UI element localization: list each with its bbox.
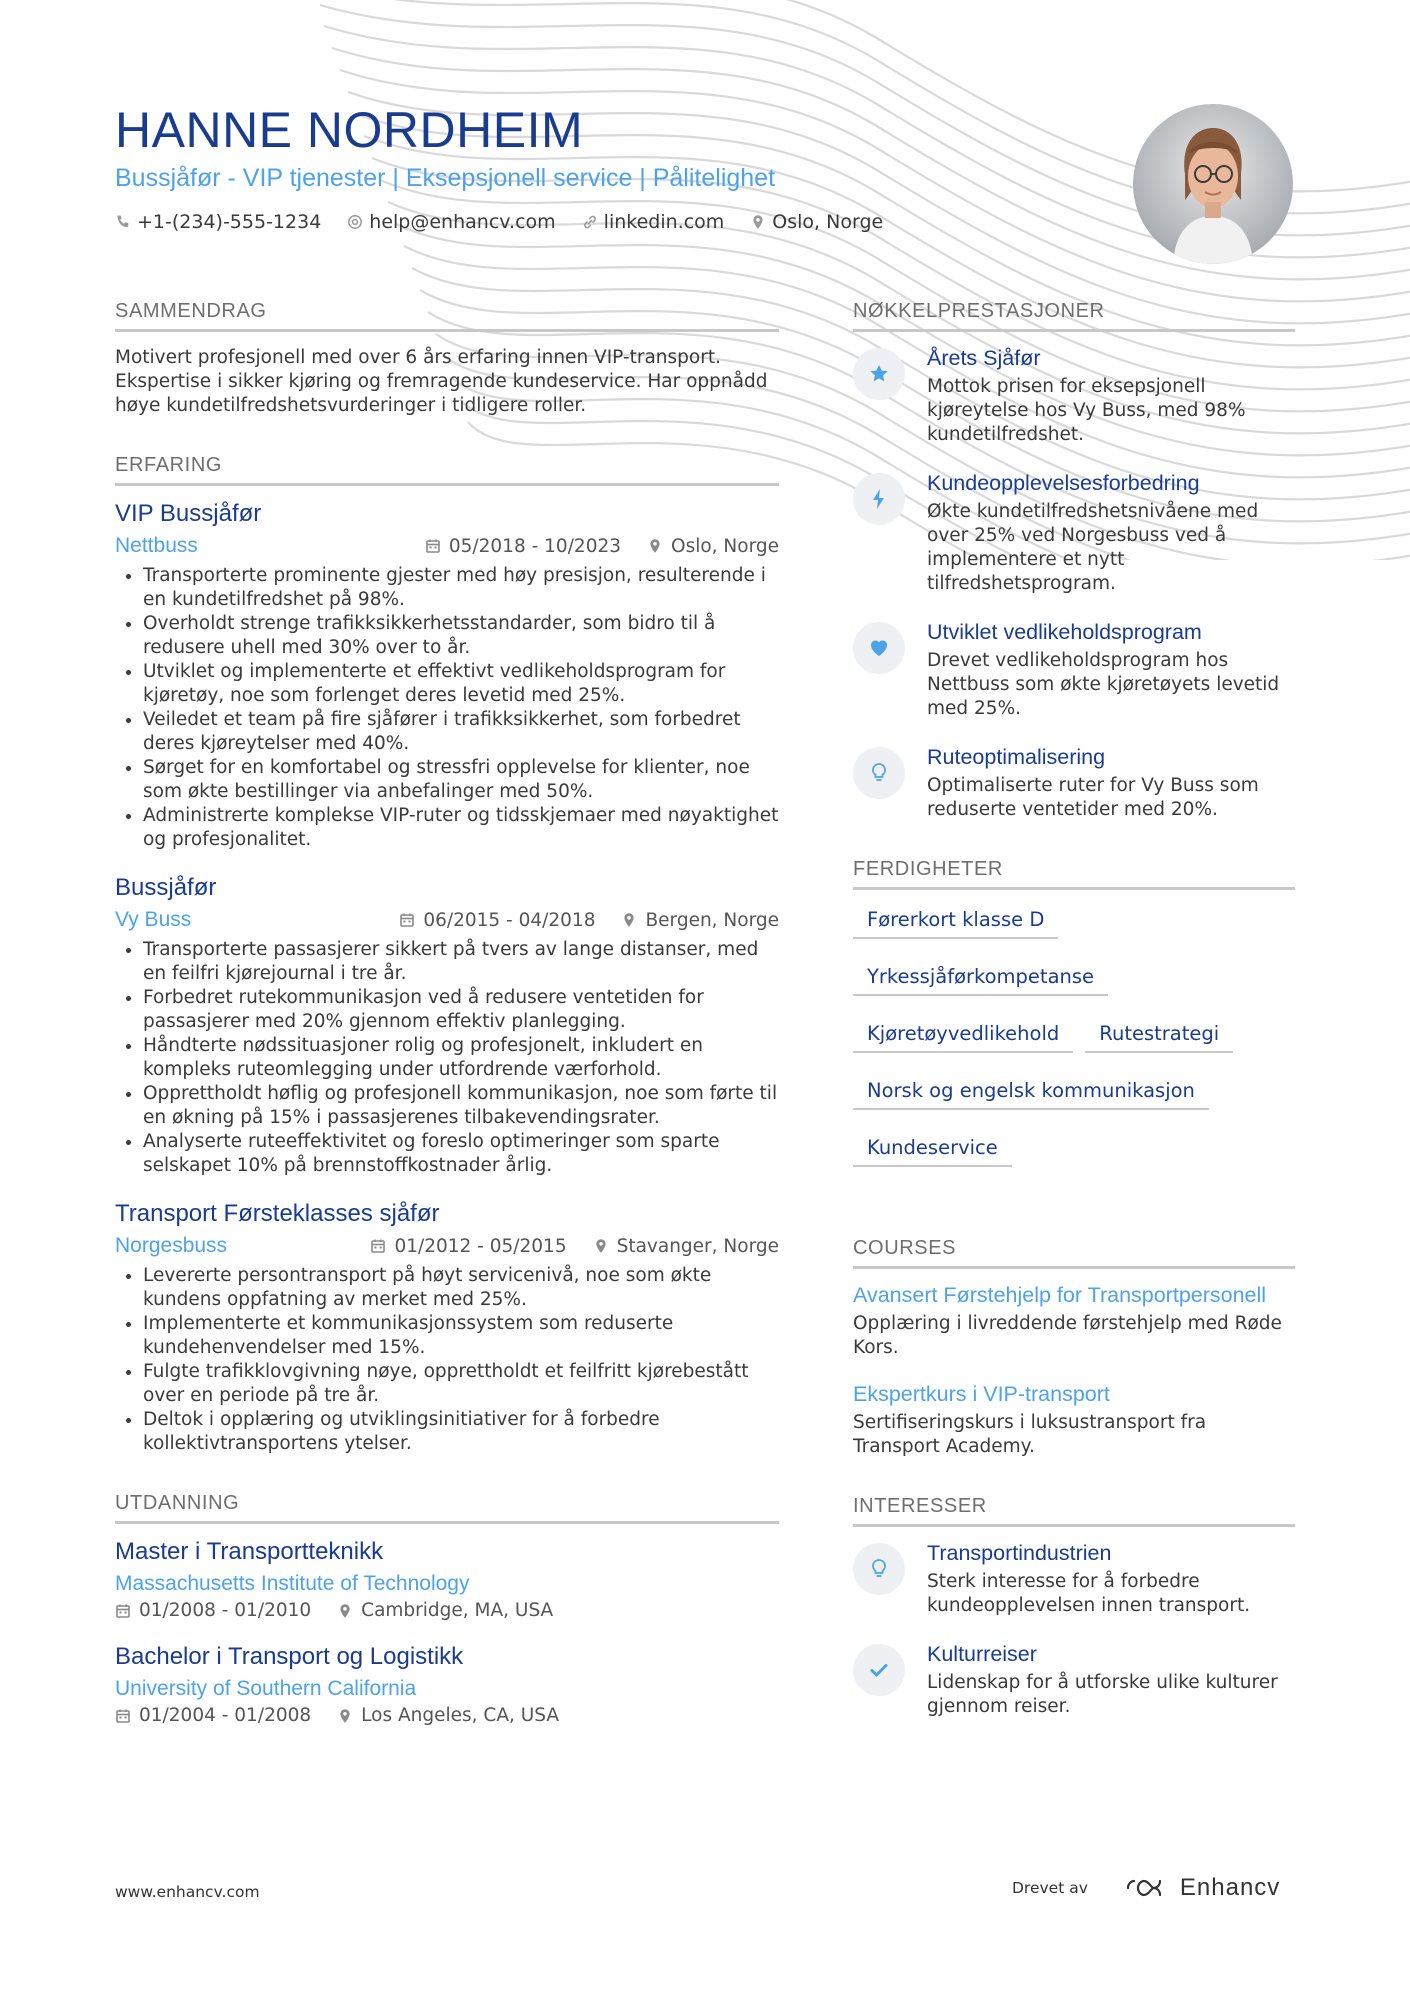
- check-icon: [867, 1658, 891, 1682]
- interests-heading: INTERESSER: [853, 1495, 1295, 1527]
- bullet-item: • Sørget for en komfortabel og stressfri opplevelse for klienter, noe som økte bestillinger via anbefalinger med 50%.: [143, 756, 779, 804]
- education-dates: [115, 1600, 311, 1621]
- brand-name: Enhancv: [1179, 1874, 1281, 1901]
- resume-header: [115, 100, 1065, 233]
- education-section: [115, 1492, 779, 1726]
- icon-badge: [853, 622, 905, 674]
- achievement-item: [853, 471, 1295, 596]
- powered-by-text: Drevet av: [1012, 1879, 1088, 1897]
- item-text: [927, 1642, 1295, 1719]
- school-name[interactable]: Massachusetts Institute of Technology: [115, 1572, 470, 1595]
- education-list: [115, 1538, 779, 1726]
- phone-text: +1-(234)-555-1234: [137, 211, 322, 233]
- interests-section: [853, 1495, 1295, 1719]
- course-description: Opplæring i livreddende førstehjelp med Røde Kors.: [853, 1313, 1282, 1358]
- bolt-icon: [867, 487, 891, 511]
- icon-badge: [853, 348, 905, 400]
- bullet-item: • Levererte persontransport på høyt servicenivå, noe som økte kundens oppfatning av merket med 25%.: [143, 1264, 779, 1312]
- job-location-text: Bergen, Norge: [645, 909, 779, 931]
- job-dates: [370, 1236, 566, 1257]
- bullet-item: • Utviklet og implementerte et effektivt vedlikeholdsprogram for kjøretøy, noe som forlenget deres levetid med 25%.: [143, 660, 779, 708]
- bullet-item: • Implementerte et kommunikasjonssystem som reduserte kundehenvendelser med 15%.: [143, 1312, 779, 1360]
- candidate-name: HANNE NORDHEIM: [115, 102, 584, 158]
- courses-section: [853, 1237, 1295, 1459]
- map-pin-icon: [647, 538, 663, 554]
- course-title[interactable]: Ekspertkurs i VIP-transport: [853, 1382, 1110, 1406]
- skill-tag: Norsk og engelsk kommunikasjon: [853, 1075, 1209, 1110]
- item-description: Drevet vedlikeholdsprogram hos Nettbuss som økte kjøretøyets levetid med 25%.: [927, 650, 1280, 719]
- education-entry: [115, 1538, 779, 1621]
- item-title: Ruteoptimalisering: [927, 745, 1106, 769]
- map-pin-icon: [337, 1603, 353, 1619]
- experience-heading: ERFARING: [115, 454, 779, 486]
- right-column: [853, 300, 1295, 1755]
- job-location-text: Stavanger, Norge: [616, 1235, 779, 1257]
- bullet-item: • Fulgte trafikklovgivning nøye, opprettholdt et feilfritt kjørebestått over en periode på tre år.: [143, 1360, 779, 1408]
- icon-badge: [853, 473, 905, 525]
- education-dates-text: 01/2004 - 01/2008: [139, 1705, 312, 1726]
- calendar-icon: [115, 1708, 131, 1724]
- item-title: Transportindustrien: [927, 1541, 1112, 1565]
- education-date-location: [115, 1705, 779, 1726]
- item-description: Sterk interesse for å forbedre kundeopplevelsen innen transport.: [927, 1571, 1251, 1616]
- school-name[interactable]: University of Southern California: [115, 1677, 417, 1700]
- courses-list: [853, 1283, 1295, 1459]
- item-text: [927, 620, 1295, 721]
- education-date-location: [115, 1600, 779, 1621]
- job-location-text: Oslo, Norge: [671, 535, 779, 557]
- link-icon: [582, 214, 598, 230]
- star-icon: [867, 362, 891, 386]
- job-dates-text: 06/2015 - 04/2018: [423, 909, 596, 931]
- job-bullets: [115, 1264, 779, 1456]
- footer-branding: [1012, 1874, 1280, 1902]
- skill-tag: Yrkessjåførkompetanse: [853, 961, 1108, 996]
- bullet-item: • Deltok i opplæring og utviklingsinitiativer for å forbedre kollektivtransportens ytelser.: [143, 1408, 779, 1456]
- courses-heading: COURSES: [853, 1237, 1295, 1269]
- item-description: Økte kundetilfredshetsnivåene med over 25% ved Norgesbuss ved å implementere et nytt tilfredshetsprogram.: [927, 501, 1259, 594]
- job-entry: [115, 500, 779, 852]
- heart-icon: [867, 636, 891, 660]
- skill-tag: Rutestrategi: [1085, 1018, 1233, 1053]
- linkedin-text: linkedin.com: [603, 211, 725, 233]
- bullet-item: • Opprettholdt høflig og profesjonell kommunikasjon, noe som førte til en økning på 15% i passasjerenes tilbakevendingsrater.: [143, 1082, 779, 1130]
- job-location: [621, 910, 779, 931]
- job-dates: [399, 910, 595, 931]
- course-title[interactable]: Avansert Førstehjelp for Transportpersonell: [853, 1283, 1267, 1307]
- education-location: [337, 1705, 559, 1726]
- contact-email[interactable]: [347, 211, 555, 233]
- achievement-item: [853, 745, 1295, 822]
- bullet-item: • Forbedret rutekommunikasjon ved å redusere ventetiden for passasjerer med 20% gjennom effektiv planlegging.: [143, 986, 779, 1034]
- map-pin-icon: [337, 1708, 353, 1724]
- education-entry: [115, 1643, 779, 1726]
- summary-section: [115, 300, 779, 418]
- job-location: [593, 1236, 779, 1257]
- degree-title: Bachelor i Transport og Logistikk: [115, 1643, 464, 1670]
- item-title: Kundeopplevelsesforbedring: [927, 471, 1200, 495]
- interest-item: [853, 1642, 1295, 1719]
- bullet-item: • Transporterte passasjerer sikkert på tvers av lange distanser, med en feilfri kjørejournal i tre år.: [143, 938, 779, 986]
- bullet-item: • Transporterte prominente gjester med høy presisjon, resulterende i en kundetilfredshet på 98%.: [143, 564, 779, 612]
- lightbulb-icon: [867, 761, 891, 785]
- candidate-headline: Bussjåfør - VIP tjenester | Eksepsjonell service | Pålitelighet: [115, 164, 776, 192]
- course-entry: [853, 1382, 1295, 1459]
- item-description: Mottok prisen for eksepsjonell kjøreytelse hos Vy Buss, med 98% kundetilfredshet.: [927, 376, 1246, 445]
- job-dates: [425, 536, 621, 557]
- job-bullets: [115, 564, 779, 852]
- item-title: Årets Sjåfør: [927, 346, 1041, 370]
- enhancv-logo[interactable]: [1126, 1874, 1280, 1902]
- education-dates-text: 01/2008 - 01/2010: [139, 1600, 312, 1621]
- education-location-text: Los Angeles, CA, USA: [361, 1705, 560, 1726]
- summary-text: Motivert profesjonell med over 6 års erfaring innen VIP-transport. Ekspertise i sikker kjøring og fremragende kundeservice. Har oppnådd høye kundetilfredshetsvurderinger i tidligere roller.: [115, 347, 768, 416]
- left-column: [115, 300, 779, 1762]
- item-description: Optimaliserte ruter for Vy Buss som reduserte ventetider med 20%.: [927, 775, 1259, 820]
- calendar-icon: [425, 538, 441, 554]
- job-dates-text: 01/2012 - 05/2015: [394, 1235, 567, 1257]
- course-entry: [853, 1283, 1295, 1360]
- experience-section: [115, 454, 779, 1456]
- job-date-location: [370, 1236, 779, 1257]
- item-title: Utviklet vedlikeholdsprogram: [927, 620, 1202, 644]
- job-dates-text: 05/2018 - 10/2023: [448, 535, 622, 557]
- bullet-item: • Veiledet et team på fire sjåfører i trafikksikkerhet, som forbedret deres kjøreytelser med 40%.: [143, 708, 779, 756]
- footer-website[interactable]: www.enhancv.com: [115, 1883, 260, 1901]
- job-meta: [115, 534, 779, 558]
- achievement-item: [853, 346, 1295, 447]
- course-description: Sertifiseringskurs i luksustransport fra Transport Academy.: [853, 1412, 1207, 1457]
- map-pin-icon: [593, 1238, 609, 1254]
- job-date-location: [425, 536, 779, 557]
- calendar-icon: [370, 1238, 386, 1254]
- item-text: [927, 471, 1295, 596]
- contact-phone[interactable]: [115, 211, 321, 233]
- contact-linkedin[interactable]: [582, 211, 725, 233]
- bullet-item: • Overholdt strenge trafikksikkerhetsstandarder, som bidro til å redusere uhell med 30% over to år.: [143, 612, 779, 660]
- skill-tag: Førerkort klasse D: [853, 904, 1058, 939]
- calendar-icon: [115, 1603, 131, 1619]
- phone-icon: [115, 214, 131, 230]
- bullet-item: • Administrerte komplekse VIP-ruter og tidsskjemaer med nøyaktighet og profesjonalitet.: [143, 804, 779, 852]
- job-bullets: [115, 938, 779, 1178]
- achievements-section: [853, 300, 1295, 822]
- profile-photo: [1133, 104, 1293, 264]
- icon-badge: [853, 1644, 905, 1696]
- calendar-icon: [399, 912, 415, 928]
- interests-list: [853, 1541, 1295, 1719]
- contact-row: [115, 211, 1065, 233]
- job-title: Bussjåfør: [115, 874, 217, 901]
- email-text: help@enhancv.com: [369, 211, 556, 233]
- icon-badge: [853, 747, 905, 799]
- achievements-heading: NØKKELPRESTASJONER: [853, 300, 1295, 332]
- job-location: [647, 536, 779, 557]
- skills-heading: FERDIGHETER: [853, 858, 1295, 890]
- job-meta: [115, 908, 779, 932]
- item-text: [927, 1541, 1295, 1618]
- skills-list: [853, 904, 1295, 1167]
- achievement-item: [853, 620, 1295, 721]
- contact-location: [750, 211, 883, 233]
- education-heading: UTDANNING: [115, 1492, 779, 1524]
- lightbulb-icon: [867, 1557, 891, 1581]
- job-title: Transport Førsteklasses sjåfør: [115, 1200, 440, 1227]
- item-title: Kulturreiser: [927, 1642, 1037, 1666]
- interest-item: [853, 1541, 1295, 1618]
- job-title: VIP Bussjåfør: [115, 500, 262, 527]
- company-name[interactable]: Vy Buss: [115, 908, 192, 931]
- experience-list: [115, 500, 779, 1456]
- map-pin-icon: [750, 214, 766, 230]
- achievements-list: [853, 346, 1295, 822]
- education-location-text: Cambridge, MA, USA: [361, 1600, 554, 1621]
- skills-section: [853, 858, 1295, 1167]
- item-text: [927, 745, 1295, 822]
- skill-tag: Kjøretøyvedlikehold: [853, 1018, 1073, 1053]
- job-entry: [115, 874, 779, 1178]
- education-location: [337, 1600, 553, 1621]
- map-pin-icon: [621, 912, 637, 928]
- job-entry: [115, 1200, 779, 1456]
- company-name[interactable]: Norgesbuss: [115, 1234, 228, 1257]
- icon-badge: [853, 1543, 905, 1595]
- skill-tag: Kundeservice: [853, 1132, 1012, 1167]
- location-text: Oslo, Norge: [772, 211, 884, 233]
- item-text: [927, 346, 1295, 447]
- item-description: Lidenskap for å utforske ulike kulturer gjennom reiser.: [927, 1672, 1278, 1717]
- company-name[interactable]: Nettbuss: [115, 534, 198, 557]
- education-dates: [115, 1705, 311, 1726]
- degree-title: Master i Transportteknikk: [115, 1538, 384, 1565]
- at-icon: [347, 214, 363, 230]
- job-date-location: [399, 910, 779, 931]
- bullet-item: • Analyserte ruteeffektivitet og foreslo optimeringer som sparte selskapet 10% på brennstoffkostnader årlig.: [143, 1130, 779, 1178]
- summary-heading: SAMMENDRAG: [115, 300, 779, 332]
- job-meta: [115, 1234, 779, 1258]
- infinity-logo-icon: [1126, 1876, 1172, 1900]
- bullet-item: • Håndterte nødssituasjoner rolig og profesjonelt, inkludert en kompleks ruteomlegging under utfordrende værforhold.: [143, 1034, 779, 1082]
